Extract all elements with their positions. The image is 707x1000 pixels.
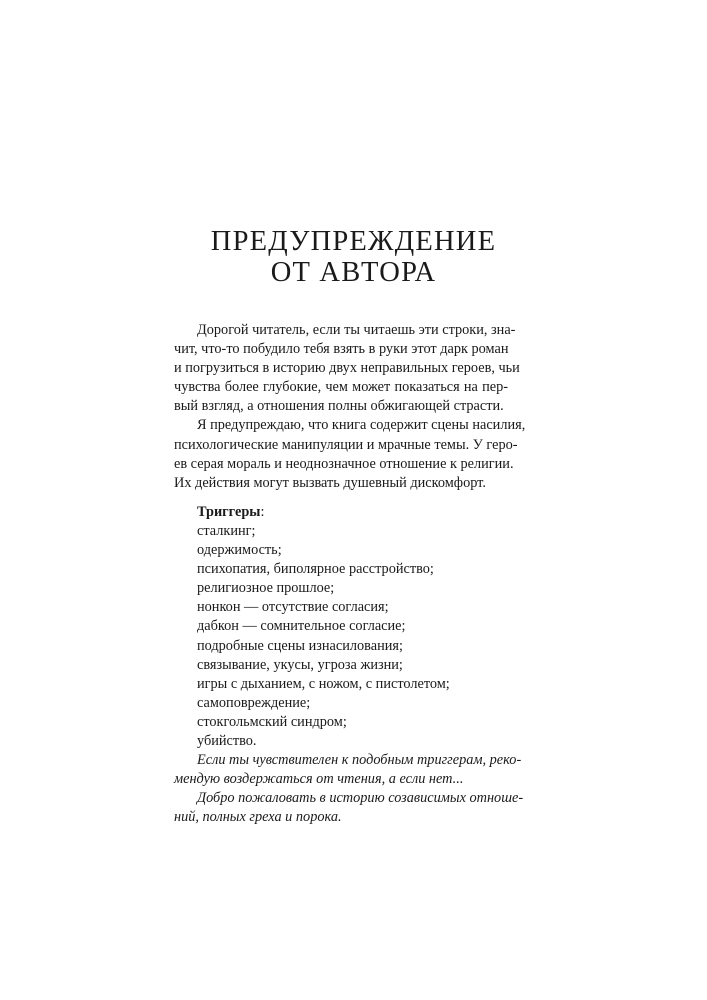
text-line: Добро пожаловать в историю созависимых отноше-	[197, 790, 524, 807]
trigger-item: связывание, укусы, угроза жизни;	[197, 656, 403, 673]
text-line: мендую воздержаться от чтения, а если нет...	[174, 771, 464, 788]
trigger-item: стокгольмский синдром;	[197, 713, 347, 730]
triggers-colon: :	[260, 503, 265, 520]
triggers-label: Триггеры	[197, 503, 261, 520]
text-line: чит, что-то побудило тебя взять в руки этот дарк роман	[174, 341, 509, 358]
trigger-item: одержимость;	[197, 542, 282, 559]
trigger-item: дабкон — сомнительное согласие;	[197, 618, 406, 635]
triggers-section	[174, 503, 508, 751]
body-text	[174, 321, 526, 827]
text-line: Я предупреждаю, что книга содержит сцены насилия,	[197, 417, 526, 434]
text-line: чувства более глубокие, чем может показаться на пер-	[174, 379, 508, 396]
text-line: Дорогой читатель, если ты читаешь эти строки, зна-	[197, 322, 516, 338]
paragraph-warning	[174, 416, 526, 492]
trigger-item: убийство.	[197, 732, 257, 749]
text-line: вый взгляд, а отношения полны обжигающей страсти.	[174, 398, 504, 415]
paragraph-intro	[174, 321, 520, 416]
trigger-item: религиозное прошлое;	[197, 580, 335, 597]
trigger-item: подробные сцены изнасилования;	[197, 637, 403, 654]
text-line: и погрузиться в историю двух неправильных героев, чьи	[174, 360, 520, 377]
trigger-item: игры с дыханием, с ножом, с пистолетом;	[197, 675, 450, 692]
trigger-item: психопатия, биполярное расстройство;	[197, 561, 434, 578]
text-line: ний, полных греха и порока.	[174, 809, 342, 826]
trigger-item: самоповреждение;	[197, 694, 311, 711]
text-line: Их действия могут вызвать душевный дискомфорт.	[174, 474, 486, 491]
page-title	[0, 226, 707, 288]
trigger-item: сталкинг;	[197, 522, 256, 539]
text-line: ев серая мораль и неоднозначное отношение к религии.	[174, 455, 514, 472]
title-line-2: ОТ АВТОРА	[270, 257, 437, 288]
text-line: Если ты чувствителен к подобным триггерам, реко-	[197, 752, 522, 769]
triggers-heading	[174, 503, 508, 522]
section-gap	[174, 493, 508, 503]
text-line: психологические манипуляции и мрачные темы. У геро-	[174, 436, 518, 453]
trigger-item: нонкон — отсутствие согласия;	[197, 599, 389, 616]
title-line-1: ПРЕДУПРЕЖДЕНИЕ	[210, 226, 497, 257]
closing-paragraph-caution	[174, 751, 522, 789]
closing-paragraph-welcome	[174, 789, 524, 827]
